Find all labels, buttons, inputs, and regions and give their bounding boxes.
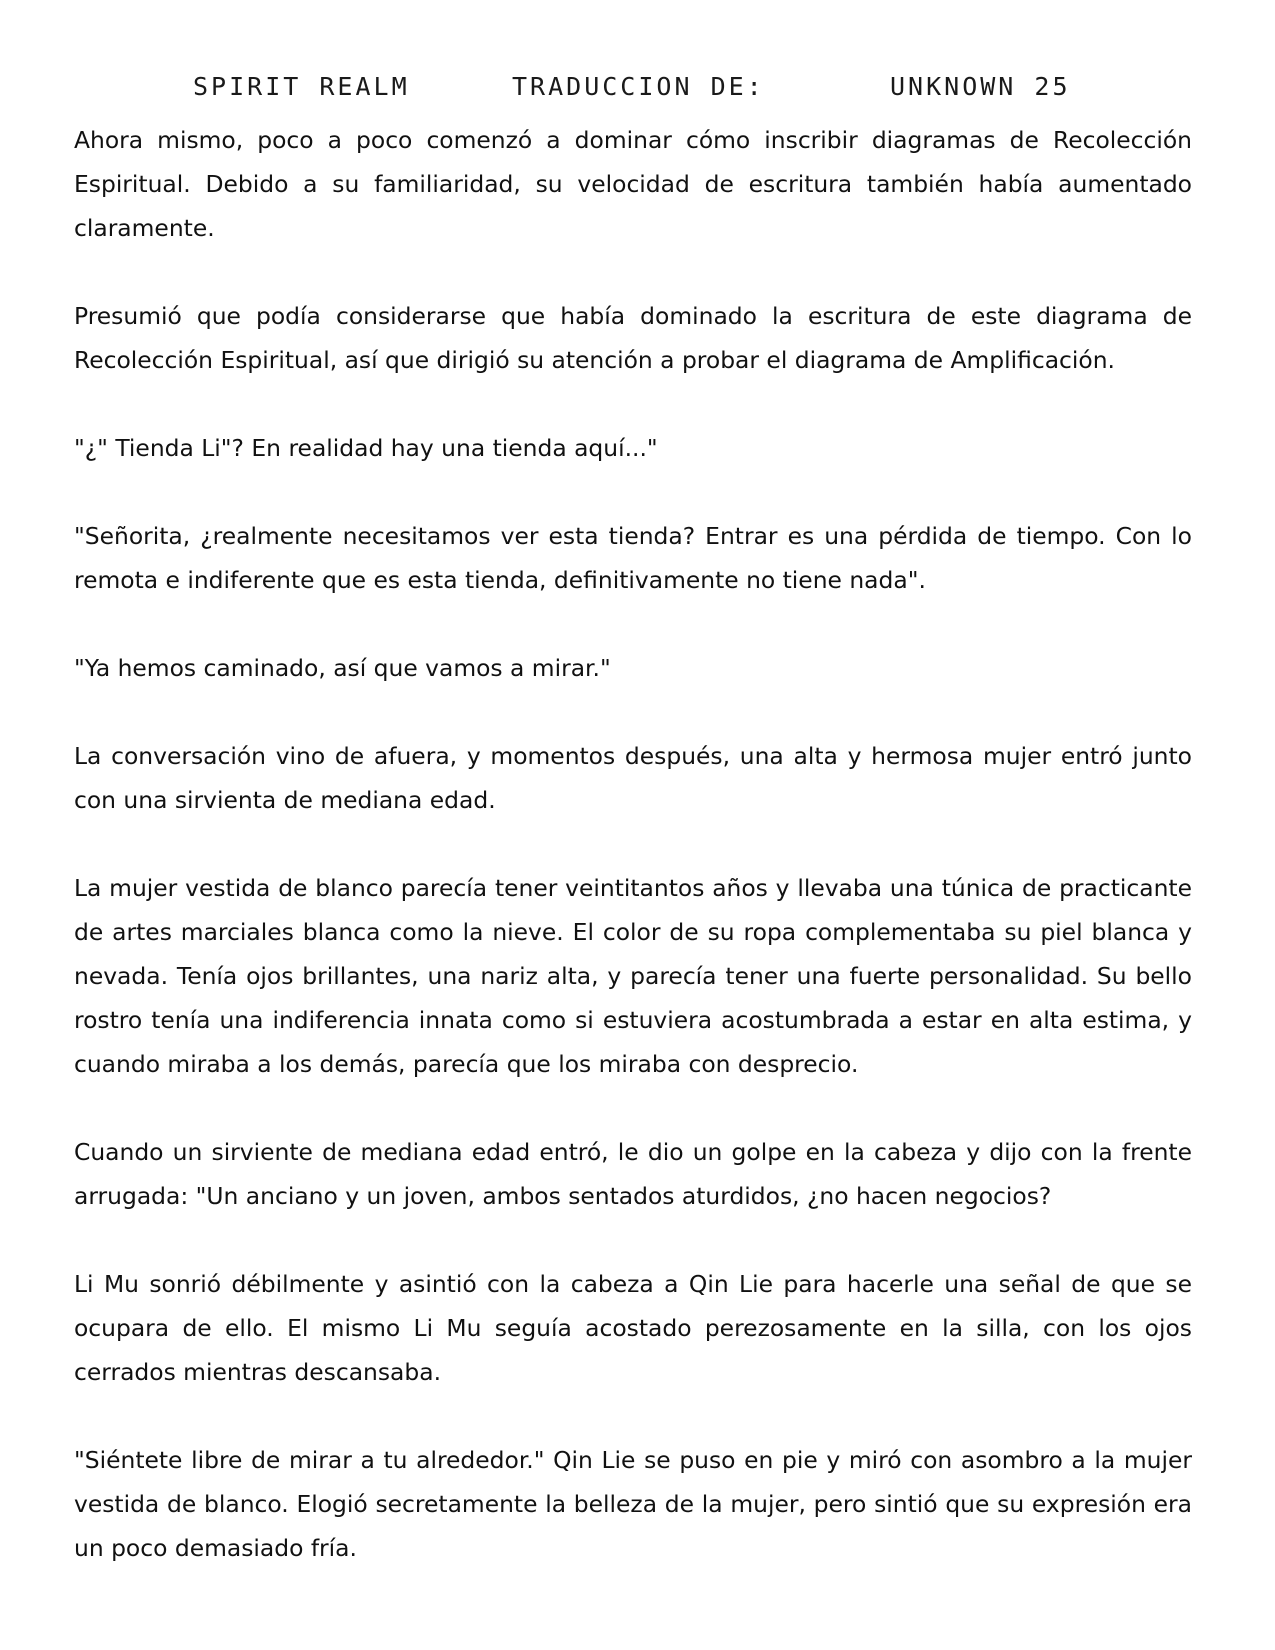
paragraph: Presumió que podía considerarse que había dominado la escritura de este diagrama de Recolección Espiritual, así que dirigió su atención a probar el diagrama de Amplificación.	[74, 302, 1192, 374]
paragraph: Cuando un sirviente de mediana edad entró, le dio un golpe en la cabeza y dijo con la frente arrugada: "Un anciano y un joven, ambos sentados aturdidos, ¿no hacen negocios?	[74, 1138, 1192, 1210]
paragraph: La mujer vestida de blanco parecía tener veintitantos años y llevaba una túnica de practicante de artes marciales blanca como la nieve. El color de su ropa complementaba su piel blanca y nevada. Tenía ojos brillantes, una nariz alta, y parecía tener una fuerte personalidad. Su bello rostro tenía una indiferencia innata como si estuviera acostumbrada a estar en alta estima, y cuando miraba a los demás, parecía que los miraba con desprecio.	[74, 874, 1192, 1078]
paragraph: Li Mu sonrió débilmente y asintió con la cabeza a Qin Lie para hacerle una señal de que se ocupara de ello. El mismo Li Mu seguía acostado perezosamente en la silla, con los ojos cerrados mientras descansaba.	[74, 1270, 1192, 1386]
paragraph: "Señorita, ¿realmente necesitamos ver esta tienda? Entrar es una pérdida de tiempo. Con lo remota e indiferente que es esta tienda, definitivamente no tiene nada".	[74, 522, 1192, 594]
paragraph: "¿" Tienda Li"? En realidad hay una tienda aquí..."	[74, 434, 658, 462]
paragraph: La conversación vino de afuera, y momentos después, una alta y hermosa mujer entró junto con una sirvienta de mediana edad.	[74, 742, 1192, 814]
paragraph: "Siéntete libre de mirar a tu alrededor." Qin Lie se puso en pie y miró con asombro a la mujer vestida de blanco. Elogió secretamente la belleza de la mujer, pero sintió que su expresión era un poco demasiado fría.	[74, 1446, 1192, 1562]
page-header	[0, 72, 1275, 112]
header-translator-name: UNKNOWN 25	[890, 72, 1071, 101]
document-body	[74, 118, 1192, 1614]
header-translation-label: TRADUCCION DE:	[512, 72, 765, 101]
paragraph: "Ya hemos caminado, así que vamos a mirar."	[74, 654, 611, 682]
paragraph: Ahora mismo, poco a poco comenzó a dominar cómo inscribir diagramas de Recolección Espiritual. Debido a su familiaridad, su velocidad de escritura también había aumentado claramente.	[74, 126, 1192, 242]
header-series-title: SPIRIT REALM	[193, 72, 410, 101]
